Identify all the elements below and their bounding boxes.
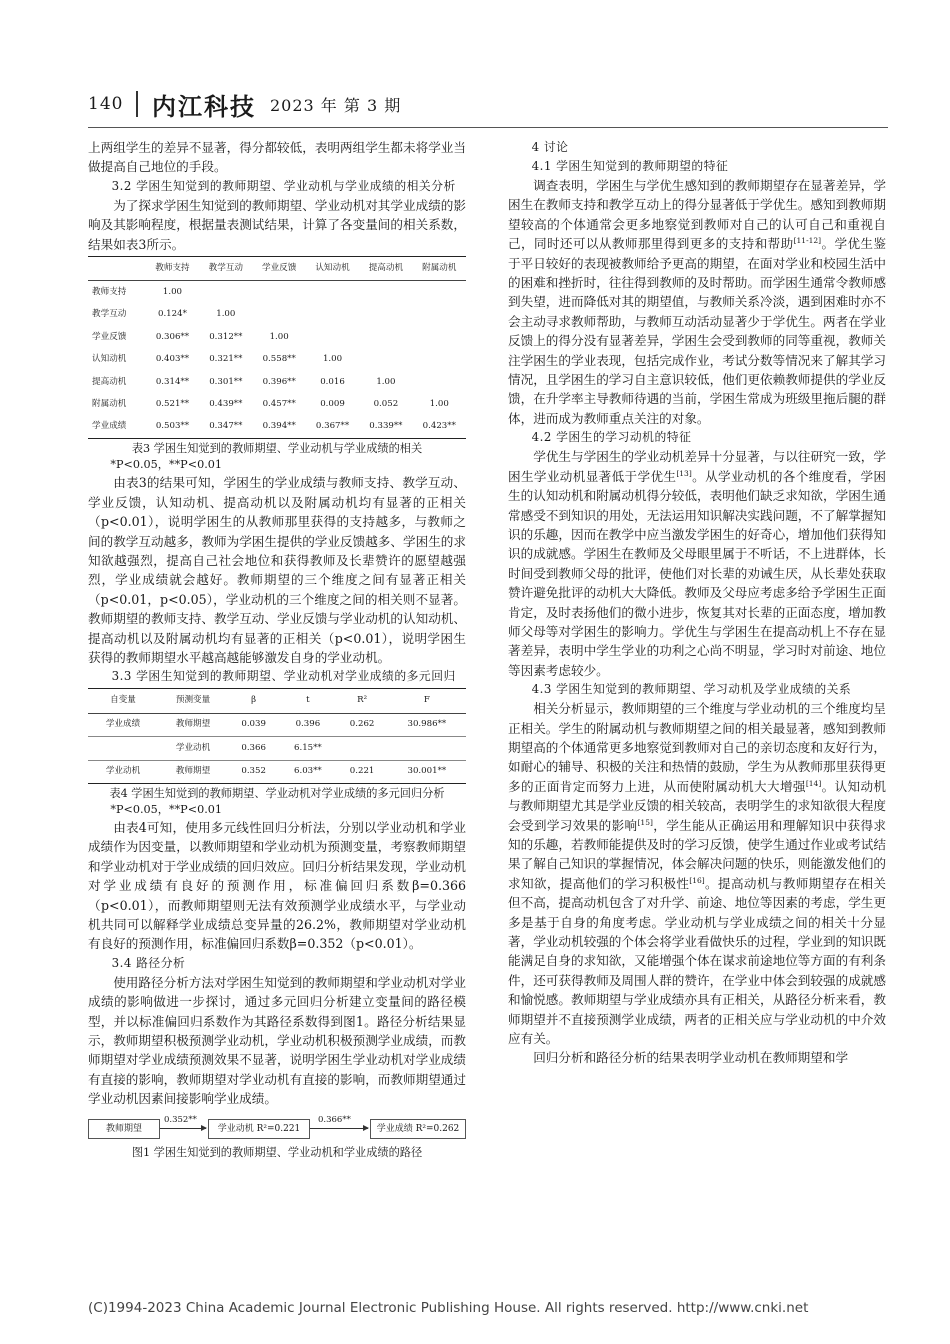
citation: [14] [805,778,822,788]
table-cell [88,737,158,760]
table-cell [359,349,412,371]
table-cell: 0.306** [155,331,190,342]
section-heading: 3.4 路径分析 [111,955,186,970]
section-heading: 3.3 学困生知觉到的教师期望、学业动机对学业成绩的多元回归 [111,669,456,684]
paragraph: 为了探求学困生知觉到的教师期望、学业动机对其学业成绩的影响及其影响程度，根据量表测试结果，计算了各变量间的相关系数，结果如表3所示。 [88,197,466,252]
table-cell: 0.339** [359,416,412,439]
table-cell: 30.986** [388,713,466,736]
table-header-cell: 学业反馈 [252,257,305,281]
table-row [88,393,466,415]
table-cell: 0.352 [228,760,279,783]
table-cell: 学业反馈 [92,331,127,342]
table-cell [413,304,466,326]
table-header-cell: β [228,689,279,713]
section-heading: 4.1 学困生知觉到的教师期望的特征 [531,159,729,173]
table-cell [413,281,466,304]
table-cell: 1.00 [269,331,289,342]
table-cell [359,281,412,304]
header-rule [88,127,888,128]
table-cell [413,326,466,348]
table-cell: 0.124* [157,309,187,320]
paragraph: 上两组学生的差异不显著，得分都较低，表明两组学生都未将学业当做提高自己地位的手段。 [88,140,466,175]
section-heading: 4.3 学困生知觉到的教师期望、学习动机及学业成绩的关系 [531,682,852,697]
table-row [88,349,466,371]
path-diagram [88,1113,466,1143]
table-cell: 0.312** [209,331,243,342]
table-cell: 0.039 [228,713,279,736]
table-header-cell [88,257,146,281]
table-row [88,416,466,439]
table-4 [88,688,466,784]
table-cell [252,304,305,326]
table-cell: 0.394** [252,416,305,439]
paragraph: 回归分析和路径分析的结果表明学业动机在教师期望和学 [533,1050,849,1066]
table-cell [199,281,252,304]
table-cell: 教师支持 [92,286,127,297]
citation: [11-12] [793,236,822,246]
table-cell: 0.009 [320,398,345,409]
table-cell: 1.00 [429,398,449,409]
table-cell [252,281,305,304]
table-cell: 0.403** [155,354,190,365]
table-cell: 0.503** [146,416,199,439]
table-cell: 0.367** [306,416,359,439]
table-cell [359,326,412,348]
table-cell: 学业成绩 [88,416,146,439]
table-cell: 0.521** [155,398,190,409]
table-cell: 0.052 [373,398,399,409]
journal-name: 内江科技 [152,92,256,121]
table-cell [306,281,359,304]
node-teacher-expectation: 教师期望 [88,1119,160,1139]
table-header-cell: 自变量 [88,689,158,713]
table-cell: 1.00 [216,309,236,320]
table-cell: 6.03** [279,760,336,783]
table-4-caption: 表4 学困生知觉到的教师期望、学业动机对学业成绩的多元回归分析 [109,786,445,800]
table-row [88,760,466,783]
table-cell: 学业成绩 [88,713,158,736]
table-cell: 认知动机 [92,354,127,365]
paragraph: 使用路径分析方法对学困生知觉到的教师期望和学业动机对学业成绩的影响做进一步探讨，通过多元回归分析建立变量间的路径模型，并以标准偏回归系数作为其路径系数得到图1。路径分析结果显示，教师期望积极预测学业动机，学业动机积极预测学业成绩，而教师期望对学业成绩预测效果不显著，说明学困生学业动机对学业成绩有直接的影响，教师期望对学业动机有直接的影响，而教师期望通过学业动机因素间接影响学业成绩。 [88,974,466,1107]
table-row [88,713,466,736]
table-3-note: *P<0.05，**P<0.01 [110,458,222,472]
table-cell [388,737,466,760]
table-cell: 教师期望 [158,713,228,736]
table-cell: 1.00 [376,376,396,387]
table-cell: 0.221 [336,760,387,783]
table-cell: 0.321** [209,354,243,365]
table-cell [306,304,359,326]
citation: [13] [676,468,692,478]
table-cell: 0.366 [228,737,279,760]
table-header-cell: 提高动机 [359,257,412,281]
table-header-cell: 教师支持 [146,257,199,281]
table-header-cell: 教学互动 [199,257,252,281]
paragraph: 调查表明，学困生与学优生感知到的教师期望存在显著差异，学困生在教师支持和教学互动上的得分显著低于学优生。感知到教师期望较高的个体通常会更多地察觉到教师对自己的认可自己和重视自己，同时还可以从教师那里得到更多的支持和帮助[11-12]。学优生鉴于平日较好的表现被教师给予更高的期望，在面对学业和校园生活中的困难和挫折时，往往得到教师的及时帮助。而学困生通常令教师感到失望，进而降低对其的期望值，与教师关系冷淡，遇到困难时亦不会主动寻求教师帮助，与教师互动活动显著少于学优生。两者在学业反馈上的得分没有显著差异，学困生会受到教师的同等重视，教师关注学困生的学业表现，包括完成作业，考试分数等情况来了解其学习情况，且学困生的学习自主意识较低，他们更依赖教师提供的学业反馈，在升学率主导教师待遇的当前，学困生常成为班级里拖后腿的群体，进而成为教师重点关注的对象。 [508,178,887,426]
table-cell: 0.396** [262,376,296,387]
table-row [88,326,466,348]
paragraph: 学优生与学困生的学业动机差异十分显著，与以往研究一致，学困生学业动机显著低于学优生[13]。从学业动机的各个维度看，学困生的认知动机和附属动机得分较低，表明他们缺乏求知欲，学困生通常感受不到知识的用处，无法运用知识解决实践问题，不了解掌握知识的乐趣，因而在教学中应当激发学困生的好奇心，增加他们获得知识的成就感。学困生在教师及父母眼里属于不听话，不上进群体，长时间受到教师父母的批评，使他们对长辈的劝诫生厌，从长辈处获取赞许避免批评的动机大大降低。教师及父母应考虑多给予学困生正面肯定，及时表扬他们的微小进步，恢复其对长辈的正面态度，增加教师父母等对学困生的影响力。学优生与学困生在提高动机上不存在显著差异，表明中学生学业的功利之心尚不明显，学习时对前途、地位等因素考虑较少。 [508,449,887,678]
citation: [16] [689,875,705,885]
table-cell: 0.396 [279,713,336,736]
table-cell: 0.347** [199,416,252,439]
paragraph: 由表4可知，使用多元线性回归分析法，分别以学业动机和学业成绩作为因变量，以教师期望和学业动机为预测变量，考察教师期望和学业动机对于学业成绩的回归效应。回归分析结果发现，学业动机对学业成绩有良好的预测作用，标准偏回归系数β=0.366（p<0.01），而教师期望则无法有效预测学业成绩水平，与学业动机共同可以解释学业成绩总变异量的26.2%，教师期望对学业动机有良好的预测作用，标准偏回归系数β=0.352（p<0.01）。 [88,819,466,952]
section-heading: 4.2 学困生的学习动机的特征 [531,430,692,445]
table-cell: 0.314** [155,376,190,387]
header-divider [136,91,138,117]
page-header [88,84,401,124]
table-header-cell: F [388,689,466,713]
table-row [88,304,466,326]
table-cell: 0.558** [262,354,296,365]
table-cell: 0.439** [209,398,243,409]
table-cell: 0.301** [209,376,243,387]
table-cell [306,326,359,348]
page-number: 140 [88,94,124,114]
table-cell: 6.15** [279,737,336,760]
node-achievement: 学业成绩 R²=0.262 [370,1119,466,1139]
table-cell: 0.016 [320,376,345,387]
table-cell [336,737,387,760]
node-motivation: 学业动机 R²=0.221 [208,1119,310,1139]
citation: [15] [637,817,653,827]
section-heading: 3.2 学困生知觉到的教师期望、学业动机与学业成绩的相关分析 [111,178,456,193]
table-header-cell: R² [336,689,387,713]
copyright-footer: (C)1994-2023 China Academic Journal Electronic Publishing House. All rights reserved. http://www.cnki.net [88,1300,809,1316]
table-3-caption: 表3 学困生知觉到的教师期望、学业动机与学业成绩的相关 [131,442,423,456]
table-cell: 0.262 [336,713,387,736]
figure-1-caption: 图1 学困生知觉到的教师期望、学业动机和学业成绩的路径 [131,1145,423,1159]
path-coefficient: 0.366** [318,1114,351,1125]
table-cell [413,371,466,393]
issue-label: 2023 年 第 3 期 [270,95,402,115]
table-cell: 教学互动 [92,309,127,320]
table-4-note: *P<0.05，**P<0.01 [110,802,222,816]
table-row [88,281,466,304]
table-cell [413,349,466,371]
table-cell: 1.00 [162,286,183,297]
table-cell: 30.001** [388,760,466,783]
table-row [88,371,466,393]
table-cell: 1.00 [322,354,343,365]
table-cell [359,304,412,326]
path-coefficient: 0.352** [164,1114,197,1125]
paragraph: 相关分析显示，教师期望的三个维度与学业动机的三个维度均呈正相关。学生的附属动机与教师期望之间的相关最显著，感知到教师期望高的个体通常更多地察觉到教师对自己的亲切态度和友好行为，如耐心的辅导、积极的关注和热情的鼓励，学生为从教师那里获得更多的正面肯定而努力上进，从而使附属动机大大增强[14]。认知动机与教师期望尤其是学业反馈的相关较高，表明学生的求知欲很大程度会受到学习效果的影响[15]，学生能从正确运用和理解知识中获得求知的乐趣，若教师能提供及时的学习反馈，使学生通过作业或考试结果了解自己知识的掌握情况，体会解决问题的快乐，则能激发他们的求知欲，提高他们的学习积极性[16]。提高动机与教师期望存在相关但不高，提高动机包含了对升学、前途、地位等因素的考虑，学生更多是基于自身的角度考虑。学业动机与学业成绩之间的相关十分显著，学业动机较强的个体会将学业看做快乐的过程，学业到的知识既能满足自身的求知欲，又能增强个体在谋求前途地位等方面的有利条件，还可获得教师及周围人群的赞许，在学业中体会到较强的成就感和愉悦感。教师期望与学业成绩亦具有正相关，从路径分析来看，教师期望并不直接预测学业成绩，两者的正相关应与学业动机的中介效应有关。 [508,701,887,1047]
table-cell: 附属动机 [92,398,127,409]
table-header-cell: t [279,689,336,713]
table-cell: 教师期望 [158,760,228,783]
table-header-cell: 预测变量 [158,689,228,713]
table-cell: 0.423** [413,416,466,439]
table-cell: 学业动机 [158,737,228,760]
table-row [88,737,466,760]
paragraph: 由表3的结果可知，学困生的学业成绩与教师支持、教学互动、学业反馈，认知动机、提高动机以及附属动机均有显著的正相关（p<0.01），说明学困生的从教师那里获得的支持越多，与教师之间的教学互动越多，教师为学困生提供的学业反馈越多、学困生的求知欲越强烈，提高自己社会地位和获得教师及长辈赞许的愿望越强烈，学业成绩就会越好。教师期望的三个维度之间有显著正相关（p<0.01，p<0.05），学业动机的三个维度之间的相关则不显著。教师期望的教师支持、教学互动、学业反馈与学业动机的认知动机、提高动机以及附属动机均有显著的正相关（p<0.01），说明学困生获得的教师期望水平越高越能够激发自身的学业动机。 [88,475,466,665]
left-column [88,138,466,1161]
table-header-cell: 附属动机 [413,257,466,281]
table-cell: 学业动机 [88,760,158,783]
right-column [508,138,886,1068]
table-header-cell: 认知动机 [306,257,359,281]
section-heading: 4 讨论 [531,140,569,154]
table-cell: 0.457** [262,398,296,409]
table-3 [88,256,466,439]
table-cell: 提高动机 [92,376,127,387]
